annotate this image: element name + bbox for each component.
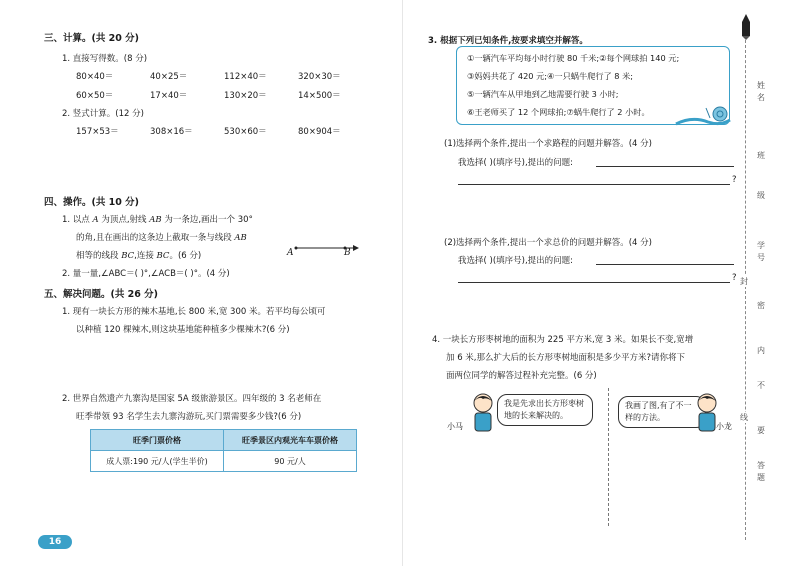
part2-prompt: (2)选择两个条件,提出一个求总价的问题并解答。(4 分): [444, 238, 652, 248]
calc-item: 40×25＝: [150, 72, 188, 82]
question-mark: ?: [732, 273, 737, 283]
answer-line[interactable]: [458, 282, 730, 283]
table-header: 旺季门票价格: [91, 430, 224, 451]
point-b-label: B: [344, 248, 351, 258]
student-xiaolong-speech: 我画了图,有了不一样的方法。: [618, 396, 706, 428]
section3-heading: 三、计算。(共 20 分): [44, 33, 140, 44]
part1-prompt: (1)选择两个条件,提出一个求路程的问题并解答。(4 分): [444, 139, 652, 149]
question-mark: ?: [732, 175, 737, 185]
solve-q1-line1: 1. 现有一块长方形的辣木基地,长 800 米,宽 300 米。若平均每公顷可: [62, 307, 326, 317]
ticket-price-table: [90, 429, 357, 472]
calc-item: 14×500＝: [298, 91, 341, 101]
table-cell: 90 元/人: [224, 451, 357, 472]
binding-char: 班: [757, 151, 765, 160]
solve-q2-line2: 旺季带领 93 名学生去九寨沟游玩,买门票需要多少钱?(6 分): [76, 412, 302, 422]
binding-char: 线: [740, 413, 748, 422]
point-a-label: A: [287, 248, 294, 258]
op-q1-line1: 1. 以点 A 为顶点,射线 AB 为一条边,画出一个 30°: [62, 215, 253, 225]
binding-dashed-line: [745, 40, 746, 540]
binding-char: 题: [757, 473, 765, 482]
binding-char: 名: [757, 93, 765, 102]
vertical-calc-item: 530×60＝: [224, 127, 267, 137]
vertical-calc-item: 308×16＝: [150, 127, 193, 137]
page-number-badge: 16: [38, 535, 72, 549]
q1-label: 1. 直接写得数。(8 分): [62, 54, 148, 64]
table-cell: 成人票:190 元/人(学生半价): [91, 451, 224, 472]
condition-line: ⑤一辆汽车从甲地到乙地需要行驶 3 小时;: [467, 89, 619, 99]
q4-line1: 4. 一块长方形枣树地的面积为 225 平方米,宽 3 米。如果长不变,宽增: [432, 335, 694, 345]
binding-char: 不: [757, 381, 765, 390]
calc-item: 320×30＝: [298, 72, 341, 82]
op-q2-text: 2. 量一量,∠ABC＝( )°,∠ACB＝( )°。(4 分): [62, 269, 230, 279]
op-q1-line2: 的角,且在画出的这条边上截取一条与线段 AB: [76, 233, 247, 243]
part1-fill: 我选择( )(填序号),提出的问题:: [458, 158, 574, 168]
student-xiaoma-speech: 我是先求出长方形枣树地的长来解决的。: [497, 394, 593, 426]
table-header: 旺季景区内观光车车票价格: [224, 430, 357, 451]
binding-char: 学: [757, 241, 765, 250]
section5-heading: 五、解决问题。(共 26 分): [44, 289, 159, 300]
ray-ab-figure: [283, 240, 363, 262]
binding-char: 要: [757, 426, 765, 435]
binding-char: 答: [757, 461, 765, 470]
binding-char: 密: [757, 301, 765, 310]
condition-line: ⑥王老师买了 12 个网球拍;⑦蜗牛爬行了 2 小时。: [467, 107, 650, 117]
op-q1-line3: 相等的线段 BC,连接 BC。(6 分): [76, 251, 202, 261]
binding-char: 级: [757, 191, 765, 200]
binding-char: 封: [740, 277, 748, 286]
calc-item: 112×40＝: [224, 72, 267, 82]
answer-line[interactable]: [458, 184, 730, 185]
student-xiaolong-name: 小龙: [716, 422, 732, 431]
binding-char: 号: [757, 253, 765, 262]
page-seam: [402, 0, 403, 566]
q2-label: 2. 竖式计算。(12 分): [62, 109, 144, 119]
calc-item: 80×40＝: [76, 72, 114, 82]
q3-title: 3. 根据下列已知条件,按要求填空并解答。: [428, 36, 588, 46]
pen-icon: [739, 14, 753, 40]
vertical-calc-item: 157×53＝: [76, 127, 119, 137]
solution-divider: [608, 388, 609, 526]
section4-heading: 四、操作。(共 10 分): [44, 197, 140, 208]
part2-fill: 我选择( )(填序号),提出的问题:: [458, 256, 574, 266]
solve-q1-line2: 以种植 120 棵辣木,则这块基地能种植多少棵辣木?(6 分): [76, 325, 290, 335]
solve-q2-line1: 2. 世界自然遗产九寨沟是国家 5A 级旅游景区。四年级的 3 名老师在: [62, 394, 322, 404]
calc-item: 130×20＝: [224, 91, 267, 101]
condition-line: ①一辆汽车平均每小时行驶 80 千米;②每个网球拍 140 元;: [467, 53, 680, 63]
q4-line3: 面两位同学的解答过程补充完整。(6 分): [446, 371, 597, 381]
binding-char: 姓: [757, 81, 765, 90]
calc-item: 17×40＝: [150, 91, 188, 101]
answer-line[interactable]: [596, 166, 734, 167]
student-xiaoma-avatar: [470, 392, 496, 434]
student-xiaoma-name: 小马: [447, 422, 463, 431]
q4-line2: 加 6 米,那么扩大后的长方形枣树地面积是多少平方米?请你将下: [446, 353, 686, 363]
answer-line[interactable]: [596, 264, 734, 265]
binding-char: 内: [757, 346, 765, 355]
condition-line: ③妈妈共花了 420 元;④一只蜗牛爬行了 8 米;: [467, 71, 634, 81]
snail-illustration: [672, 98, 734, 130]
vertical-calc-item: 80×904＝: [298, 127, 341, 137]
calc-item: 60×50＝: [76, 91, 114, 101]
